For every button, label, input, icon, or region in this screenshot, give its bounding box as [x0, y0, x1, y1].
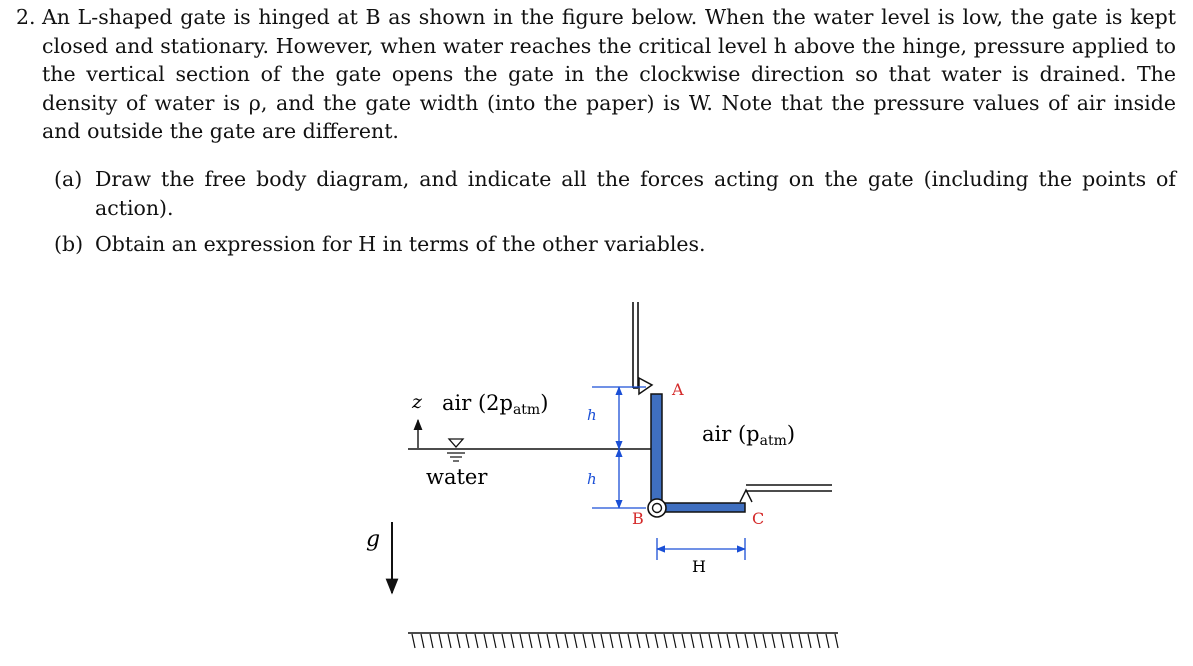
point-a-label: A — [672, 380, 684, 399]
h-lower-label: h — [587, 470, 597, 488]
stop-a — [639, 378, 652, 394]
part-a-text: Draw the free body diagram, and indicate all the forces acting on the gate (including the points of action). — [95, 167, 1176, 220]
right-ledge — [746, 485, 832, 491]
point-b-label: B — [632, 509, 644, 528]
free-surface-symbol — [447, 439, 465, 461]
h-lower-dimension — [592, 449, 646, 508]
h-upper-label: h — [587, 406, 597, 424]
gate-horizontal-section — [659, 503, 745, 512]
z-label: z — [412, 391, 423, 413]
h-upper-dimension — [592, 387, 646, 449]
gravity-label: g — [366, 527, 381, 552]
upper-wall — [633, 302, 638, 388]
part-b-label: (b) — [54, 232, 84, 256]
gate-vertical-section — [651, 394, 662, 507]
right-air-label: air (patm) — [702, 422, 796, 449]
part-a-label: (a) — [54, 167, 83, 191]
problem-text: An L-shaped gate is hinged at B as shown in the figure below. When the water level is low, the gate is kept closed and stationary. However, when water reaches the critical level h above the hinge, pressure applied to the vertical section of the gate opens the gate in the clockwise direction so that water is drained. The density of water is ρ, and the gate width (into the paper) is W. Note that the pressure values of air inside and outside the gate are different. — [42, 5, 1176, 143]
point-c-label: C — [752, 509, 765, 528]
part-b-text: Obtain an expression for H in terms of the other variables. — [95, 232, 706, 256]
left-air-label: air (2patm) — [442, 391, 549, 418]
dim-h-label: H — [692, 557, 706, 576]
water-label: water — [426, 465, 488, 489]
problem-number: 2. — [16, 5, 36, 29]
ground — [408, 633, 838, 648]
